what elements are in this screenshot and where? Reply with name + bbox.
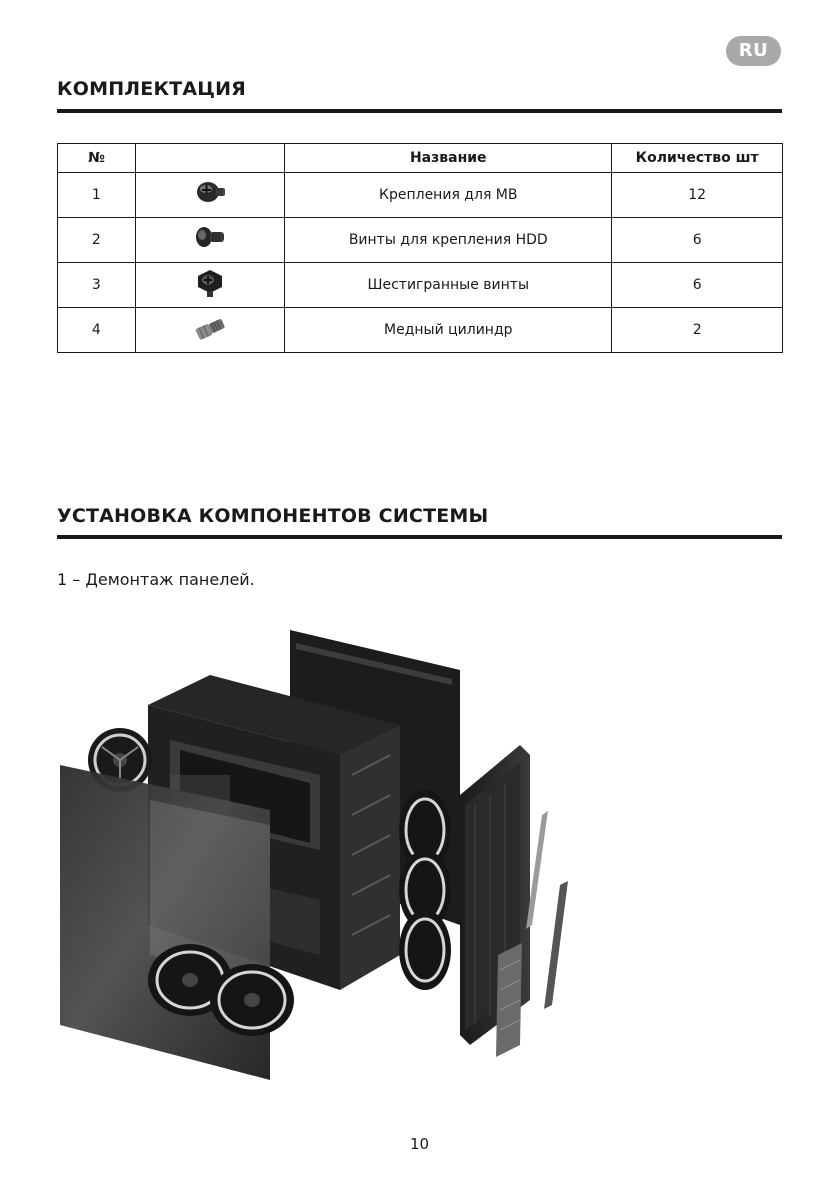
- table-row: [58, 263, 783, 308]
- header-number: №: [58, 144, 136, 173]
- row-quantity: 6: [612, 218, 783, 263]
- screw-mb-icon: [135, 173, 285, 218]
- row-number: 1: [58, 173, 136, 218]
- row-quantity: 12: [612, 173, 783, 218]
- table-row: [58, 218, 783, 263]
- row-quantity: 6: [612, 263, 783, 308]
- header-name: Название: [285, 144, 612, 173]
- table-row: [58, 173, 783, 218]
- section-title-installation: УСТАНОВКА КОМПОНЕНТОВ СИСТЕМЫ: [57, 505, 489, 527]
- header-image: [135, 144, 285, 173]
- table-row: [58, 308, 783, 353]
- section-title-contents: КОМПЛЕКТАЦИЯ: [57, 78, 247, 100]
- table-header-row: [58, 144, 783, 173]
- step-text: 1 – Демонтаж панелей.: [57, 570, 255, 589]
- row-number: 3: [58, 263, 136, 308]
- row-name: Крепления для MB: [285, 173, 612, 218]
- case-exploded-illustration: [60, 625, 600, 1085]
- row-name: Медный цилиндр: [285, 308, 612, 353]
- row-name: Шестигранные винты: [285, 263, 612, 308]
- screw-hdd-icon: [135, 218, 285, 263]
- row-name: Винты для крепления HDD: [285, 218, 612, 263]
- brass-standoff-icon: [135, 308, 285, 353]
- page-number: 10: [409, 1135, 430, 1153]
- dust-filter: [496, 943, 522, 1057]
- fan-bottom-right: [210, 964, 294, 1036]
- language-badge: RU: [726, 36, 781, 66]
- row-number: 4: [58, 308, 136, 353]
- hex-screw-icon: [135, 263, 285, 308]
- section-divider: [57, 109, 782, 113]
- filter-strip: [544, 881, 568, 1009]
- row-number: 2: [58, 218, 136, 263]
- section-divider: [57, 535, 782, 539]
- header-quantity: Количество шт: [612, 144, 783, 173]
- parts-table: [57, 143, 783, 353]
- front-fans: [399, 790, 451, 990]
- row-quantity: 2: [612, 308, 783, 353]
